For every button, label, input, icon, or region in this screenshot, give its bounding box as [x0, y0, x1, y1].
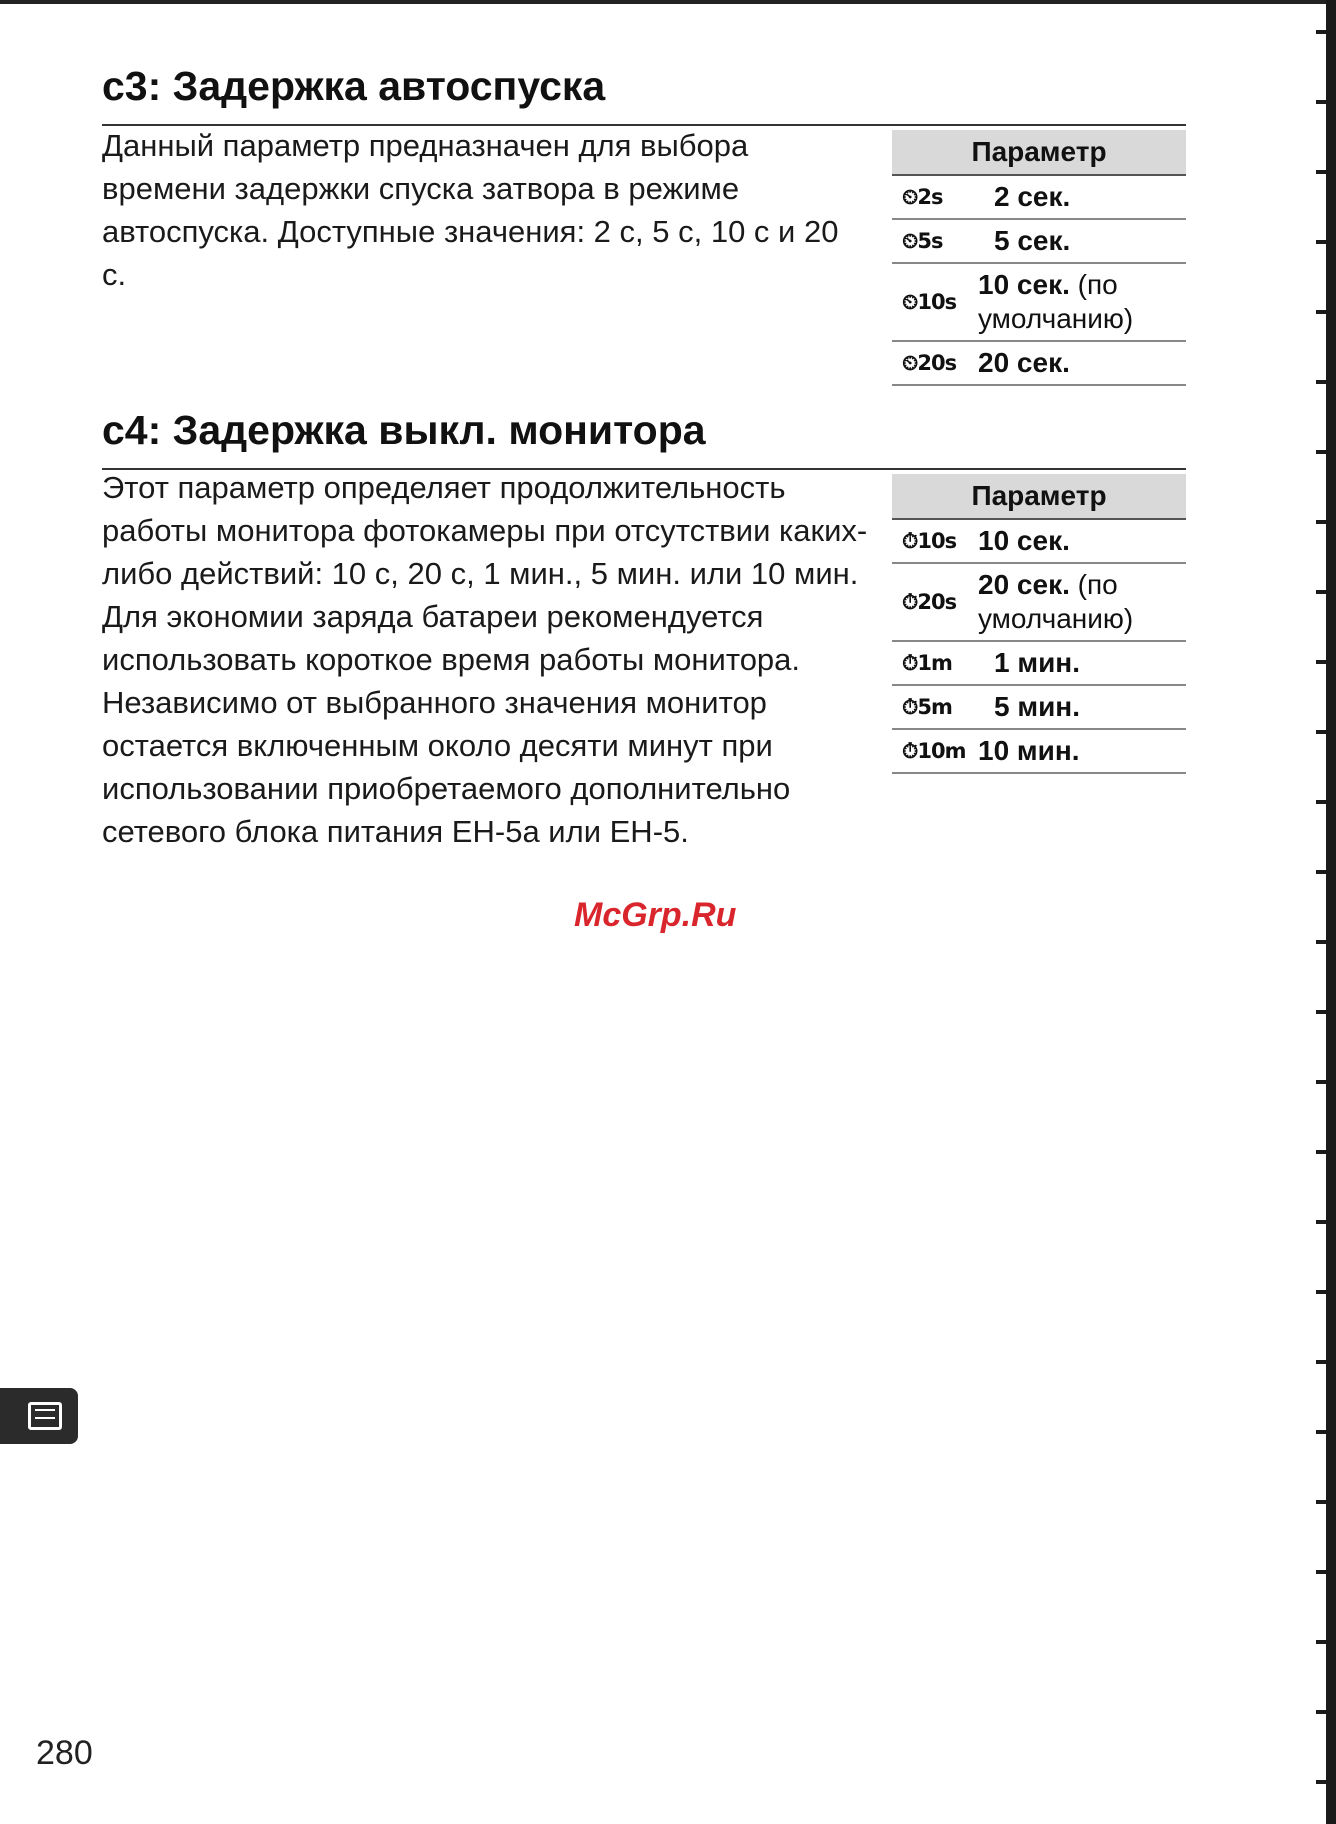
page-right-edge — [1326, 0, 1336, 1824]
table-row — [892, 563, 1186, 641]
page-number: 280 — [36, 1734, 93, 1772]
monitor-timer-icon: ⏱1m — [892, 641, 974, 685]
table-header: Параметр — [892, 130, 1186, 175]
option-value: 5 мин. — [994, 691, 1080, 722]
self-timer-icon: ⏲5s — [892, 219, 974, 263]
option-value: 5 сек. — [994, 225, 1071, 256]
option-value: 1 мин. — [994, 647, 1080, 678]
page-top-border — [0, 0, 1336, 4]
menu-section-tab — [0, 1388, 78, 1444]
option-value: 20 сек. — [978, 347, 1070, 378]
table-row — [892, 175, 1186, 219]
table-row — [892, 729, 1186, 773]
parameter-table — [892, 130, 1186, 386]
section-title: c4: Задержка выкл. монитора — [102, 407, 706, 453]
table-header: Параметр — [892, 474, 1186, 519]
self-timer-icon: ⏲20s — [892, 341, 974, 385]
table-row — [892, 519, 1186, 563]
self-timer-icon: ⏲2s — [892, 175, 974, 219]
table-row — [892, 641, 1186, 685]
self-timer-icon: ⏲10s — [892, 263, 974, 341]
section-text: Этот параметр определяет продолжительность работы монитора фотокамеры при отсутствии каких-либо действий: 10 с, 20 с, 1 мин., 5 мин. или 10 мин. Для экономии заряда батареи рекомендуется использовать короткое время работы монитора. Независимо от выбранного значения монитор остается включенным около десяти минут при использовании приобретаемого дополнительно сетевого блока питания EH-5a или EH-5. — [102, 470, 868, 849]
section-c3 — [102, 60, 1186, 378]
monitor-timer-icon: ⏱20s — [892, 563, 974, 641]
monitor-timer-icon: ⏱5m — [892, 685, 974, 729]
table-row — [892, 219, 1186, 263]
section-body — [102, 466, 872, 853]
section-title: c3: Задержка автоспуска — [102, 63, 606, 109]
option-value: 10 сек. — [978, 269, 1070, 300]
section-c4 — [102, 404, 1186, 849]
option-note: (по умолчанию) — [978, 569, 1134, 634]
option-value: 10 мин. — [978, 735, 1080, 766]
monitor-timer-icon: ⏱10m — [892, 729, 974, 773]
option-note: (по умолчанию) — [978, 269, 1134, 334]
table-row — [892, 263, 1186, 341]
option-value: 10 сек. — [978, 525, 1070, 556]
table-row — [892, 341, 1186, 385]
parameter-table — [892, 474, 1186, 774]
section-text: Данный параметр предназначен для выбора времени задержки спуска затвора в режиме автоспуска. Доступные значения: 2 с, 5 с, 10 с и 20 с. — [102, 128, 839, 292]
option-value: 20 сек. — [978, 569, 1070, 600]
option-value: 2 сек. — [994, 181, 1071, 212]
table-row — [892, 685, 1186, 729]
watermark: McGrp.Ru — [574, 896, 737, 934]
monitor-timer-icon: ⏱10s — [892, 519, 974, 563]
menu-list-icon — [28, 1402, 62, 1430]
section-body — [102, 124, 862, 296]
